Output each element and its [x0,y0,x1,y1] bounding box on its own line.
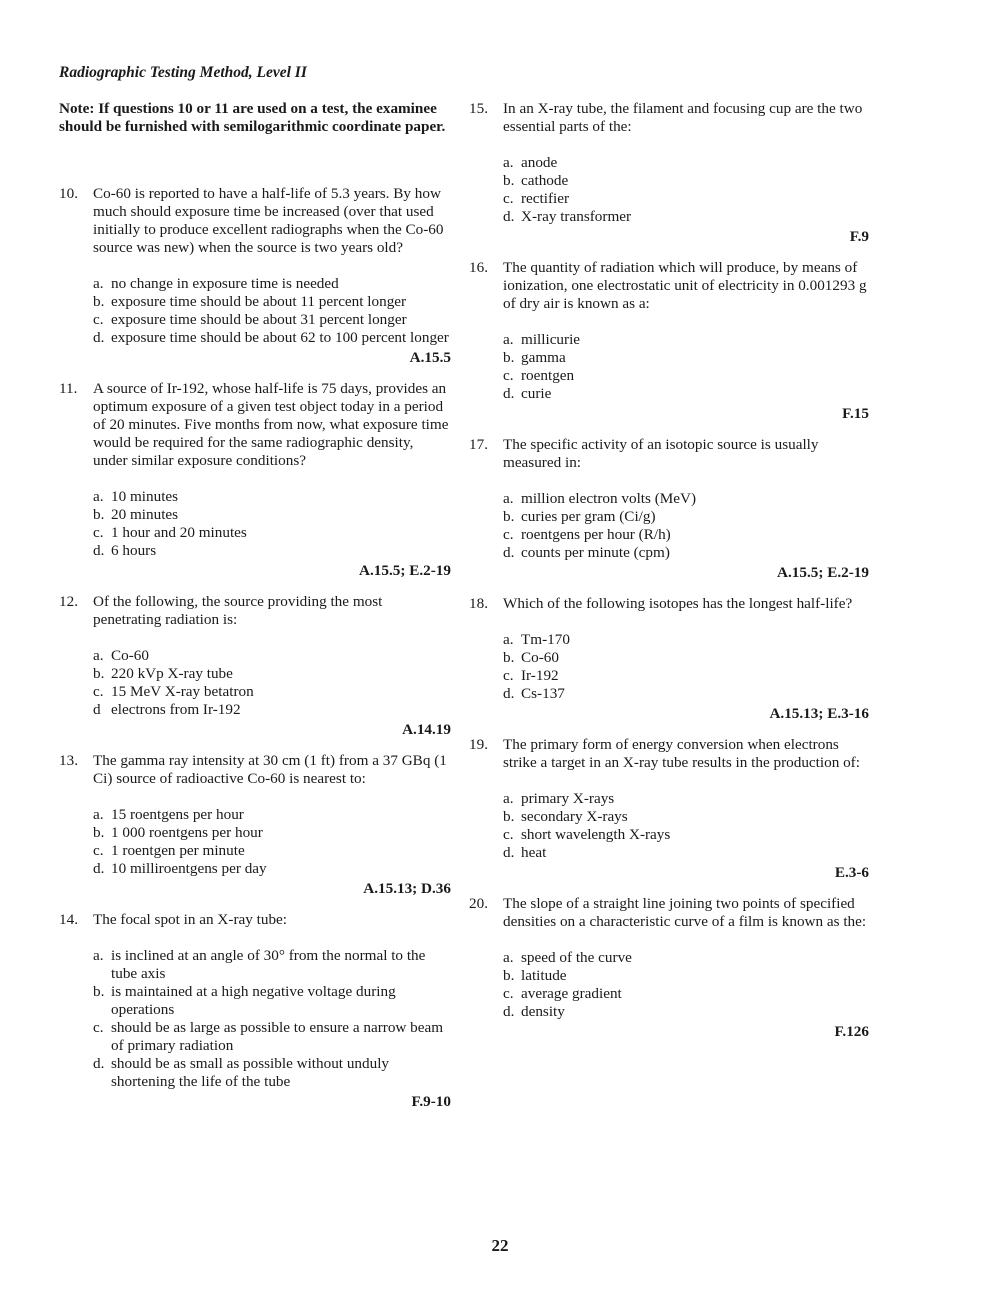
option-letter: c. [503,985,514,1002]
answer-option [503,631,869,649]
question-text: The primary form of energy conversion when electrons strike a target in an X-ray tube results in the production of: [503,736,860,771]
reference-code: A.15.13; E.3-16 [769,705,869,722]
option-text: 15 MeV X-ray betatron [111,683,254,700]
question-number: 17. [469,436,488,453]
question-item [469,595,869,723]
option-text: anode [521,154,558,171]
question-text: Of the following, the source providing the most penetrating radiation is: [93,593,383,628]
question-item [59,185,451,367]
option-letter: c. [93,842,104,859]
answer-option [503,331,869,349]
answer-option [503,490,869,508]
option-letter: d. [93,329,105,346]
option-letter: a. [93,947,104,964]
option-letter: a. [503,154,514,171]
question-number: 10. [59,185,78,202]
question-number: 16. [469,259,488,276]
reference-code: A.15.5; E.2-19 [777,564,869,581]
question-number: 14. [59,911,78,928]
answer-options [93,947,451,1091]
option-letter: c. [503,526,514,543]
question-number: 13. [59,752,78,769]
question-item [469,736,869,882]
reference-code: F.15 [842,405,869,422]
answer-options [503,631,869,703]
option-letter: d. [503,385,515,402]
option-letter: b. [503,349,515,366]
option-text: curie [521,385,552,402]
answer-option [503,508,869,526]
option-letter: d. [503,544,515,561]
question-text: The quantity of radiation which will produce, by means of ionization, one electrostatic unit of electricity in 0.001293 g of dry air is known as a: [503,259,867,312]
answer-option [93,806,451,824]
answer-option [503,1003,869,1021]
option-text: should be as large as possible to ensure a narrow beam of primary radiation [111,1019,444,1054]
option-text: latitude [521,967,567,984]
answer-option [503,526,869,544]
question-number: 15. [469,100,488,117]
option-text: average gradient [521,985,622,1002]
left-question-list [59,185,451,1111]
question-number: 18. [469,595,488,612]
option-text: density [521,1003,565,1020]
question-text: In an X-ray tube, the filament and focusing cup are the two essential parts of the: [503,100,863,135]
answer-option [93,824,451,842]
option-letter: c. [503,667,514,684]
question-item [469,436,869,582]
answer-option [93,506,451,524]
option-letter: d. [503,1003,515,1020]
option-text: million electron volts (MeV) [521,490,697,507]
reference-code: F.9 [849,228,869,245]
option-text: exposure time should be about 11 percent longer [111,293,407,310]
question-stem [59,752,451,788]
option-text: no change in exposure time is needed [111,275,339,292]
question-stem [59,380,451,470]
option-letter: b. [93,506,105,523]
option-text: 10 minutes [111,488,179,505]
option-text: short wavelength X-rays [521,826,671,843]
question-text: The specific activity of an isotopic source is usually measured in: [503,436,819,471]
answer-option [503,985,869,1003]
page-number: 22 [491,1236,509,1255]
reference-code: A.15.13; D.36 [363,880,451,897]
answer-options [503,154,869,226]
answer-option [503,949,869,967]
option-letter: d. [503,208,515,225]
question-stem [59,185,451,257]
answer-options [93,647,451,719]
question-item [59,380,451,580]
option-letter: a. [93,647,104,664]
option-letter: a. [503,949,514,966]
option-letter: c. [503,826,514,843]
answer-option [93,1055,451,1091]
question-item [59,911,451,1111]
question-number: 19. [469,736,488,753]
answer-options [503,490,869,562]
option-text: exposure time should be about 31 percent longer [111,311,407,328]
reference-code: F.9-10 [411,1093,451,1110]
option-letter: c. [93,311,104,328]
option-text: 20 minutes [111,506,179,523]
answer-option [503,190,869,208]
answer-option [93,293,451,311]
option-letter: b. [93,983,105,1000]
option-text: 220 kVp X-ray tube [111,665,233,682]
option-letter: a. [93,806,104,823]
option-letter: a. [93,275,104,292]
option-text: secondary X-rays [521,808,628,825]
option-letter: b. [93,824,105,841]
answer-option [93,275,451,293]
page-header: Radiographic Testing Method, Level II [59,64,307,81]
reference-code: A.15.5; E.2-19 [359,562,451,579]
reference-code: A.14.19 [402,721,451,738]
option-text: is inclined at an angle of 30° from the normal to the tube axis [111,947,426,982]
answer-option [503,826,869,844]
option-letter: b. [93,293,105,310]
answer-option [93,488,451,506]
reference-code: E.3-6 [834,864,869,881]
answer-option [93,842,451,860]
option-text: Co-60 [521,649,559,666]
option-text: 1 000 roentgens per hour [111,824,263,841]
option-letter: b. [503,967,515,984]
option-letter: b. [503,508,515,525]
question-item [469,895,869,1041]
option-text: primary X-rays [521,790,615,807]
answer-option [93,701,451,719]
question-stem [469,436,869,472]
answer-option [93,647,451,665]
option-text: curies per gram (Ci/g) [521,508,656,525]
option-letter: c. [503,190,514,207]
option-letter: c. [503,367,514,384]
answer-option [93,665,451,683]
answer-options [503,949,869,1021]
answer-option [503,790,869,808]
answer-option [503,667,869,685]
question-stem [469,100,869,136]
option-letter: b. [503,808,515,825]
answer-option [503,172,869,190]
answer-options [503,790,869,862]
option-letter: a. [503,790,514,807]
answer-option [93,329,451,347]
option-letter: d. [93,860,105,877]
option-text: millicurie [521,331,581,348]
question-number: 20. [469,895,488,912]
answer-option [503,367,869,385]
question-item [59,593,451,739]
question-item [469,259,869,423]
option-letter: a. [93,488,104,505]
answer-option [93,683,451,701]
question-stem [59,911,451,929]
answer-options [93,806,451,878]
question-stem [469,259,869,313]
question-stem [469,736,869,772]
reference-code: A.15.5 [409,349,451,366]
answer-option [503,844,869,862]
option-text: is maintained at a high negative voltage during operations [111,983,396,1018]
option-text: X-ray transformer [521,208,632,225]
option-text: 15 roentgens per hour [111,806,244,823]
answer-option [93,860,451,878]
option-text: speed of the curve [521,949,632,966]
option-text: cathode [521,172,569,189]
question-text: The gamma ray intensity at 30 cm (1 ft) from a 37 GBq (1 Ci) source of radioactive Co-60 is nearest to: [93,752,447,787]
right-question-list [469,100,869,1041]
exam-note: Note: If questions 10 or 11 are used on a test, the examinee should be furnished with semilogarithmic coordinate paper. [59,100,446,135]
question-text: Which of the following isotopes has the longest half-life? [503,595,853,612]
answer-option [503,649,869,667]
answer-option [503,808,869,826]
answer-option [503,385,869,403]
answer-options [93,488,451,560]
option-text: roentgen [521,367,575,384]
answer-option [503,685,869,703]
question-text: The slope of a straight line joining two points of specified densities on a characteristic curve of a film is known as the: [503,895,867,930]
answer-option [503,967,869,985]
question-text: A source of Ir-192, whose half-life is 75 days, provides an optimum exposure of a given test object today in a period of 20 minutes. Five months from now, what exposure time would be required for the same radiographic density, under similar exposure conditions? [93,380,449,469]
answer-option [503,544,869,562]
answer-option [93,947,451,983]
option-letter: a. [503,331,514,348]
option-text: exposure time should be about 62 to 100 percent longer [111,329,449,346]
option-letter: c. [93,524,104,541]
option-letter: d. [93,542,105,559]
option-text: electrons from Ir-192 [111,701,241,718]
option-letter: d. [93,1055,105,1072]
answer-option [93,311,451,329]
option-text: should be as small as possible without unduly shortening the life of the tube [111,1055,390,1090]
option-letter: a. [503,631,514,648]
option-text: 10 milliroentgens per day [111,860,267,877]
question-item [59,752,451,898]
reference-code: F.126 [834,1023,869,1040]
question-text: The focal spot in an X-ray tube: [93,911,287,928]
question-stem [469,895,869,931]
answer-options [503,331,869,403]
answer-option [93,524,451,542]
option-letter: b. [503,172,515,189]
option-letter: d. [503,685,515,702]
option-text: Ir-192 [521,667,559,684]
option-text: 1 roentgen per minute [111,842,245,859]
option-text: rectifier [521,190,570,207]
option-text: heat [521,844,547,861]
option-text: gamma [521,349,566,366]
option-letter: b. [93,665,105,682]
answer-option [503,154,869,172]
question-stem [59,593,451,629]
answer-option [93,542,451,560]
question-number: 12. [59,593,78,610]
option-letter: c. [93,683,104,700]
question-text: Co-60 is reported to have a half-life of 5.3 years. By how much should exposure time be increased (over that used initially to produce excellent radiographs when the Co-60 source was new) when the source is two years old? [93,185,444,256]
option-text: roentgens per hour (R/h) [521,526,671,543]
question-item [469,100,869,246]
option-text: Tm-170 [521,631,570,648]
option-text: 1 hour and 20 minutes [111,524,247,541]
option-text: Cs-137 [521,685,565,702]
right-column [469,100,869,1054]
option-text: 6 hours [111,542,157,559]
option-letter: a. [503,490,514,507]
option-letter: b. [503,649,515,666]
option-text: Co-60 [111,647,149,664]
option-letter: c. [93,1019,104,1036]
answer-option [93,983,451,1019]
option-text: counts per minute (cpm) [521,544,670,561]
option-letter: d [93,701,101,718]
answer-option [93,1019,451,1055]
answer-option [503,349,869,367]
answer-options [93,275,451,347]
question-number: 11. [59,380,78,397]
question-stem [469,595,869,613]
option-letter: d. [503,844,515,861]
left-column [59,100,451,1124]
answer-option [503,208,869,226]
